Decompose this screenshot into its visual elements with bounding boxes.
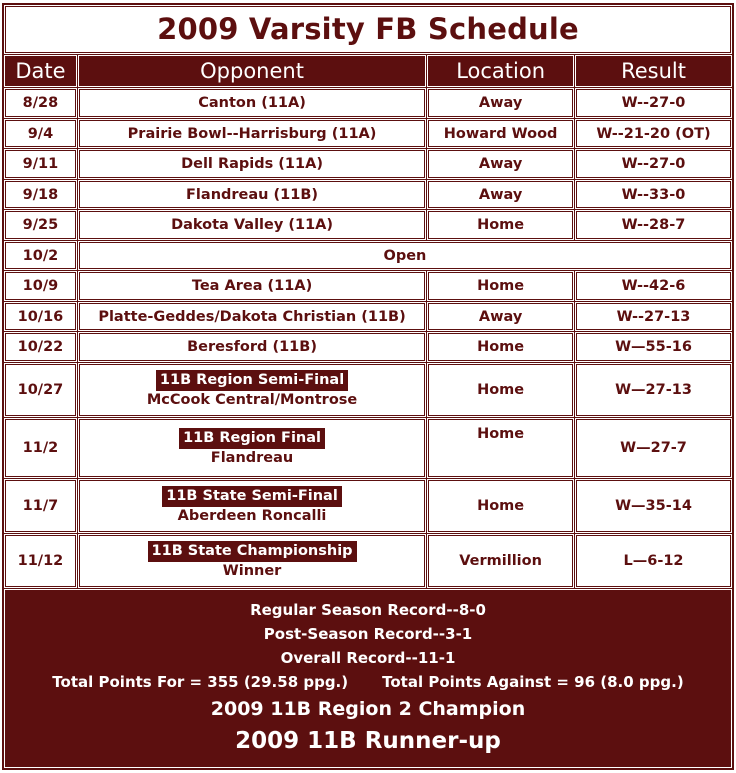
game-opponent: Prairie Bowl--Harrisburg (11A) [79, 120, 425, 147]
playoff-opponent-cell [79, 419, 425, 477]
playoff-round-badge: 11B State Championship [148, 541, 357, 562]
game-location: Away [428, 89, 573, 116]
game-row [5, 303, 731, 330]
post-season-record: Post-Season Record--3-1 [263, 625, 473, 644]
game-location: Home [428, 211, 573, 238]
game-row [5, 150, 731, 177]
game-result: W--42-6 [576, 272, 731, 299]
region-champion: 2009 11B Region 2 Champion [210, 698, 526, 721]
playoff-row [5, 480, 731, 532]
playoff-opponent: Aberdeen Roncalli [177, 507, 327, 524]
playoff-opponent-cell [79, 364, 425, 416]
game-location: Home [428, 333, 573, 360]
game-location: Away [428, 150, 573, 177]
playoff-round-badge: 11B Region Final [179, 428, 325, 449]
playoff-date: 10/27 [5, 364, 76, 416]
game-date: 10/2 [5, 242, 76, 269]
playoff-result: W—27-7 [576, 419, 731, 477]
header-opponent: Opponent [79, 56, 425, 87]
playoff-result: W—35-14 [576, 480, 731, 532]
playoff-result: W—27-13 [576, 364, 731, 416]
overall-record: Overall Record--11-1 [280, 649, 456, 668]
game-date: 9/11 [5, 150, 76, 177]
playoff-date: 11/7 [5, 480, 76, 532]
game-opponent: Flandreau (11B) [79, 181, 425, 208]
game-date: 9/18 [5, 181, 76, 208]
game-date: 8/28 [5, 89, 76, 116]
game-location: Howard Wood [428, 120, 573, 147]
game-result: W—55-16 [576, 333, 731, 360]
playoff-date: 11/2 [5, 419, 76, 477]
game-row [5, 89, 731, 116]
game-opponent: Beresford (11B) [79, 333, 425, 360]
page-title: 2009 Varsity FB Schedule [5, 6, 731, 53]
playoff-opponent: McCook Central/Montrose [146, 391, 358, 408]
playoff-opponent: Flandreau [210, 449, 294, 466]
open-week-label: Open [79, 242, 731, 269]
playoff-location: Home [428, 480, 573, 532]
game-date: 10/9 [5, 272, 76, 299]
points-line [6, 670, 730, 694]
playoff-row [5, 419, 731, 477]
points-for: Total Points For = 355 (29.58 ppg.) [52, 673, 349, 692]
playoff-row [5, 535, 731, 587]
game-result: W--28-7 [576, 211, 731, 238]
game-row [5, 272, 731, 299]
game-date: 10/16 [5, 303, 76, 330]
game-opponent: Tea Area (11A) [79, 272, 425, 299]
game-date: 10/22 [5, 333, 76, 360]
summary-row [5, 590, 731, 767]
playoff-location: Home [428, 419, 573, 477]
playoff-opponent: Winner [222, 562, 282, 579]
game-location: Away [428, 303, 573, 330]
game-row [5, 211, 731, 238]
season-summary [5, 590, 731, 767]
state-runner-up: 2009 11B Runner-up [235, 728, 501, 755]
game-row [5, 333, 731, 360]
playoff-opponent-cell [79, 480, 425, 532]
game-row [5, 181, 731, 208]
header-row [5, 56, 731, 87]
schedule-table [2, 3, 734, 770]
playoff-result: L—6-12 [576, 535, 731, 587]
game-result: W--27-13 [576, 303, 731, 330]
game-row-open [5, 242, 731, 269]
game-opponent: Canton (11A) [79, 89, 425, 116]
playoff-row [5, 364, 731, 416]
game-opponent: Dell Rapids (11A) [79, 150, 425, 177]
playoff-round-badge: 11B State Semi-Final [162, 486, 342, 507]
playoff-opponent-cell [79, 535, 425, 587]
playoff-date: 11/12 [5, 535, 76, 587]
header-result: Result [576, 56, 731, 87]
header-location: Location [428, 56, 573, 87]
points-against: Total Points Against = 96 (8.0 ppg.) [382, 673, 684, 692]
game-date: 9/25 [5, 211, 76, 238]
game-opponent: Dakota Valley (11A) [79, 211, 425, 238]
game-result: W--27-0 [576, 150, 731, 177]
header-date: Date [5, 56, 76, 87]
game-date: 9/4 [5, 120, 76, 147]
playoff-location: Vermillion [428, 535, 573, 587]
regular-season-record: Regular Season Record--8-0 [250, 601, 486, 620]
game-location: Away [428, 181, 573, 208]
game-row [5, 120, 731, 147]
playoff-location: Home [428, 364, 573, 416]
game-opponent: Platte-Geddes/Dakota Christian (11B) [79, 303, 425, 330]
game-result: W--33-0 [576, 181, 731, 208]
game-location: Home [428, 272, 573, 299]
playoff-round-badge: 11B Region Semi-Final [156, 370, 348, 391]
title-row [5, 6, 731, 53]
game-result: W--21-20 (OT) [576, 120, 731, 147]
game-result: W--27-0 [576, 89, 731, 116]
